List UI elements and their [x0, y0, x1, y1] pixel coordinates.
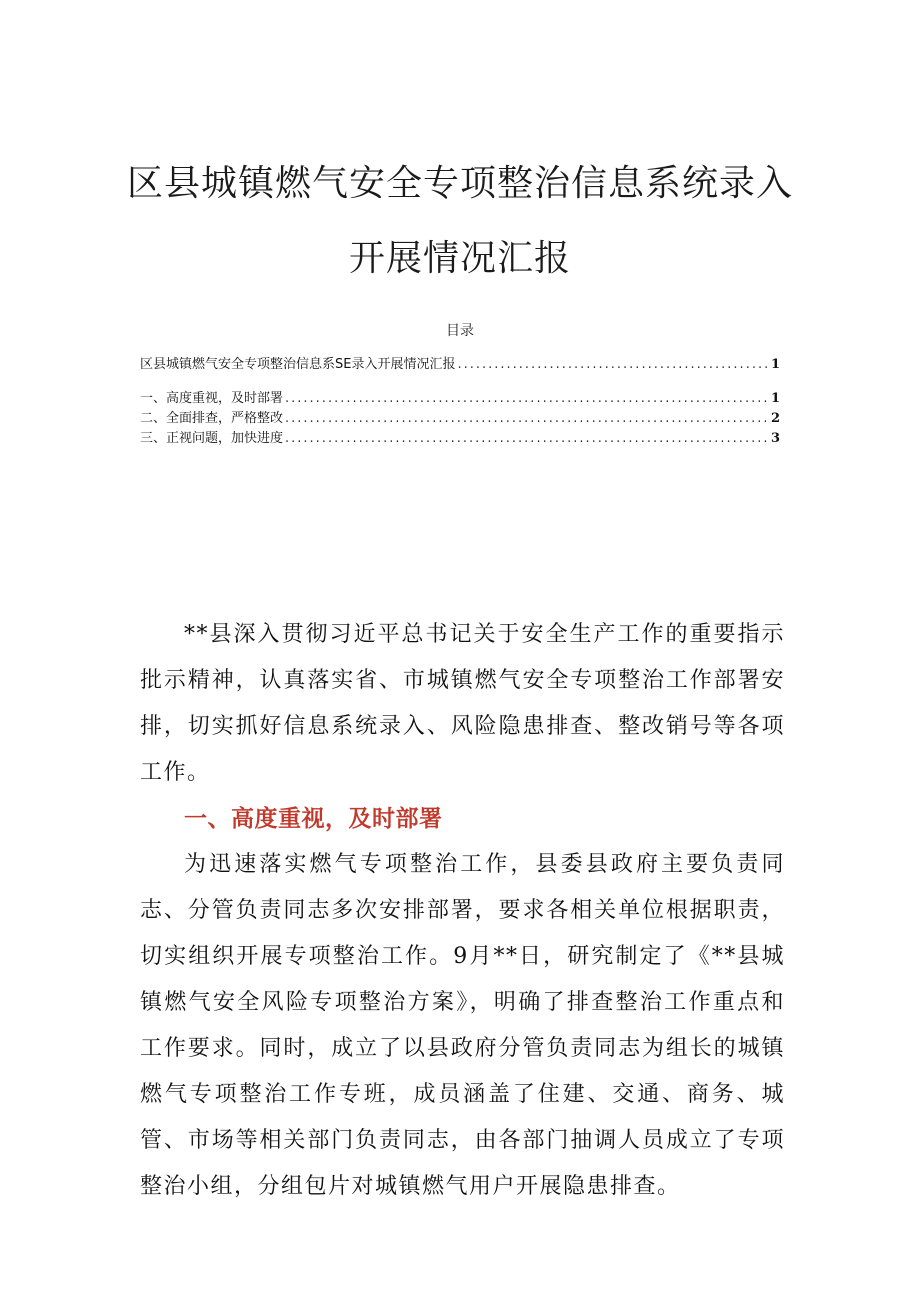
intro-paragraph: **县深入贯彻习近平总书记关于安全生产工作的重要指示批示精神，认真落实省、市城镇燃气安全专项整治工作部署安排，切实抓好信息系统录入、风险隐患排查、整改销号等各项工作。 — [140, 622, 785, 785]
toc-leader-dots — [285, 429, 769, 449]
toc-leader-dots — [285, 409, 769, 429]
toc-entry-page: 1 — [770, 391, 780, 406]
toc-entry-page: 2 — [770, 411, 780, 426]
toc-entry-label: 区县城镇燃气安全专项整治信息系SE录入开展情况汇报 — [140, 357, 456, 372]
document-body — [140, 612, 785, 1210]
section-1-heading: 一、高度重视，及时部署 — [184, 806, 443, 832]
toc-entry-label: 三、正视问题，加快进度 — [140, 431, 284, 446]
toc-entry-label: 一、高度重视，及时部署 — [140, 391, 284, 406]
toc-leader-dots — [457, 355, 768, 375]
toc-entry[interactable] — [140, 429, 780, 449]
toc-entry[interactable] — [140, 389, 780, 409]
toc-entry-page: 3 — [770, 431, 780, 446]
toc-entry[interactable] — [140, 355, 780, 375]
document-title-line-1: 区县城镇燃气安全专项整治信息系统录入 — [126, 163, 793, 204]
document-title-line-2: 开展情况汇报 — [348, 238, 571, 279]
table-of-contents — [140, 355, 780, 449]
toc-heading: 目录 — [446, 323, 474, 339]
toc-entry-page: 1 — [770, 357, 780, 372]
toc-entry-label: 二、全面排查，严格整改 — [140, 411, 284, 426]
section-1-paragraph: 为迅速落实燃气专项整治工作，县委县政府主要负责同志、分管负责同志多次安排部署，要求各相关单位根据职责，切实组织开展专项整治工作。9月**日，研究制定了《**县城镇燃气安全风险专项整治方案》，明确了排查整治工作重点和工作要求。同时，成立了以县政府分管负责同志为组长的城镇燃气专项整治工作专班，成员涵盖了住建、交通、商务、城管、市场等相关部门负责同志，由各部门抽调人员成立了专项整治小组，分组包片对城镇燃气用户开展隐患排查。 — [140, 852, 785, 1199]
toc-entry[interactable] — [140, 409, 780, 429]
toc-leader-dots — [285, 389, 769, 409]
